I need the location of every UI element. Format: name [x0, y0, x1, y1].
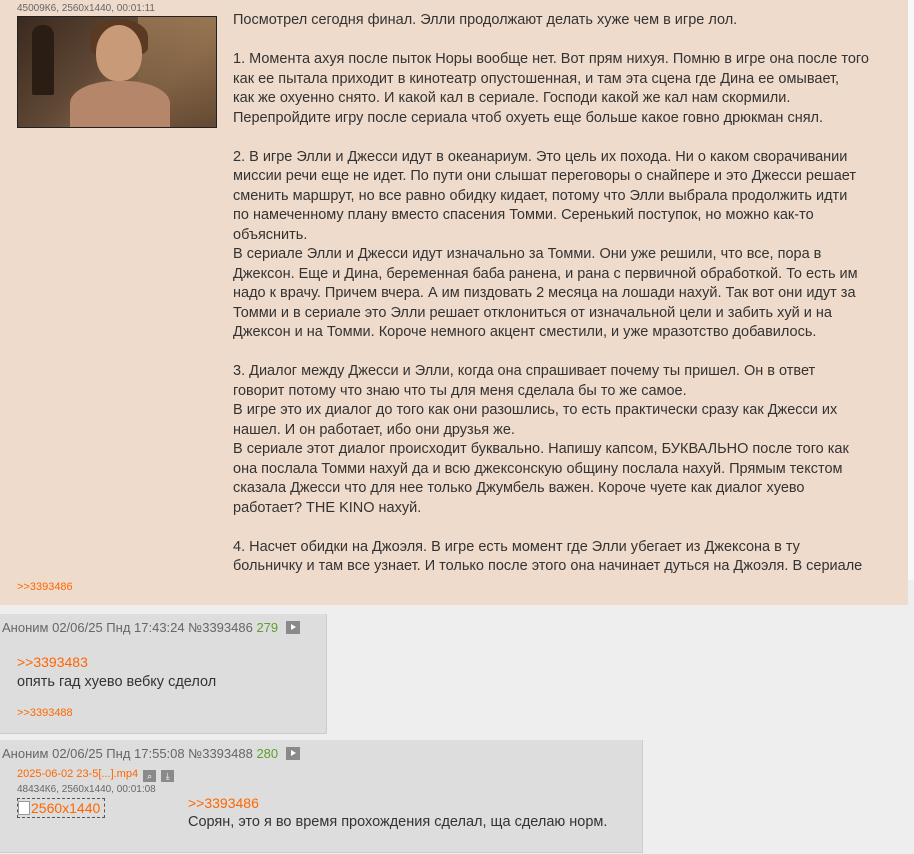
- reply-quote-link[interactable]: >>3393486: [188, 795, 259, 811]
- op-file-meta: 45009К6, 2560x1440, 00:01:11: [17, 3, 155, 14]
- thumbnail-figure-face: [96, 25, 142, 81]
- file-name-link[interactable]: 2025-06-02 23-5[...].mp4: [17, 768, 139, 780]
- scrollbar[interactable]: [908, 0, 914, 580]
- op-video-thumbnail[interactable]: [17, 16, 217, 128]
- video-thumbnail[interactable]: [17, 798, 105, 818]
- play-icon[interactable]: [286, 621, 300, 634]
- op-paragraph: 1. Момента ахуя после пыток Норы вообще нет. Вот прям нихуя. Помню в игре она после того как ее пытала приходит в кинотеатр опустошенная, и там эта сцена где Дина ее омывает, как же охуенно снято. И какой кал в сериале. Господи какой же кал нам скормили. Перепройдите игру после сериала чтоб охуеть еще больше какое говно дрюкман снял.: [233, 51, 869, 126]
- post-author: Аноним: [2, 746, 49, 761]
- play-icon[interactable]: [286, 747, 300, 760]
- thumbnail-figure-shoulders: [70, 81, 170, 128]
- download-icon[interactable]: ⤓: [161, 770, 174, 782]
- op-paragraph: Посмотрел сегодня финал. Элли продолжают делать хуже чем в игре лол.: [233, 12, 738, 28]
- op-message: [233, 11, 898, 596]
- search-icon[interactable]: ⌕: [143, 770, 156, 782]
- op-paragraph: 2. В игре Элли и Джесси идут в океанариум. Это цель их похода. Ни о каком сворачивании миссии речи еще не идет. По пути они слышат переговоры о снайпере и это Джесси решает сменить маршрут, но все равно обидку кидает, потому что Элли выбрала продолжить идти по намеченному плану вместо спасения Томми. Серенький поступок, но можно как-то объяснить. В сериале Элли и Джесси идут изначально за Томми. Они уже решили, что все, пора в Джексон. Еще и Дина, беременная баба ранена, и рана с первичной обработкой. То есть им надо к врачу. Причем вчера. А им пиздовать 2 месяца на лошади нахуй. Так вот они идут за Томми и в сериале это Элли решает отклониться от изначальной цели и забить хуй и на Джексон и на Томми. Короче немного акцент сместили, и уже мразотство добавилось.: [233, 148, 858, 340]
- post-count: 280: [256, 746, 279, 761]
- post-number[interactable]: №3393486: [188, 620, 253, 635]
- op-paragraph: 3. Диалог между Джесси и Элли, когда она спрашивает почему ты пришел. Он в ответ говорит потому что знаю что ты для меня сделала бы то же самое. В игре это их диалог до того как они разошлись, то есть практически сразу как Джесси их нашел. И он работает, ибо они друзья же. В сериале этот диалог происходит буквально. Напишу капсом, БУКВАЛЬНО после того как она послала Томми нахуй да и всю джексонскую общину послала нахуй. Прямым текстом сказала Джесси что для нее только Джумбель важен. Короче чуете как диалог хуево работает? THE KINO нахуй.: [233, 363, 849, 516]
- broken-image-icon: [18, 801, 30, 815]
- op-reply-backlink[interactable]: >>3393486: [17, 581, 73, 593]
- file-meta: 48434К6, 2560x1440, 00:01:08: [17, 784, 156, 795]
- post-header: [2, 746, 300, 761]
- post-message: Сорян, это я во время прохождения сделал, ща сделаю норм.: [188, 814, 608, 830]
- reply-post: [0, 614, 327, 734]
- thumbnail-mannequin: [32, 25, 54, 95]
- post-date: 02/06/25 Пнд 17:43:24: [52, 620, 185, 635]
- post-message: опять гад хуево вебку сделол: [17, 674, 217, 690]
- post-author: Аноним: [2, 620, 49, 635]
- thumbnail-alt-text: 2560x1440: [31, 800, 101, 816]
- reply-post: [0, 740, 643, 853]
- post-number[interactable]: №3393488: [188, 746, 253, 761]
- post-date: 02/06/25 Пнд 17:55:08: [52, 746, 185, 761]
- post-backlink[interactable]: >>3393488: [17, 707, 73, 719]
- reply-quote-link[interactable]: >>3393483: [17, 654, 88, 670]
- op-paragraph: 4. Насчет обидки на Джоэля. В игре есть момент где Элли убегает из Джексона в ту больничку и там все узнает. И только после этого она начинает дуться на Джоэля. В сериале: [233, 538, 863, 574]
- post-header: [2, 620, 300, 635]
- file-info: [17, 768, 174, 782]
- post-count: 279: [256, 620, 279, 635]
